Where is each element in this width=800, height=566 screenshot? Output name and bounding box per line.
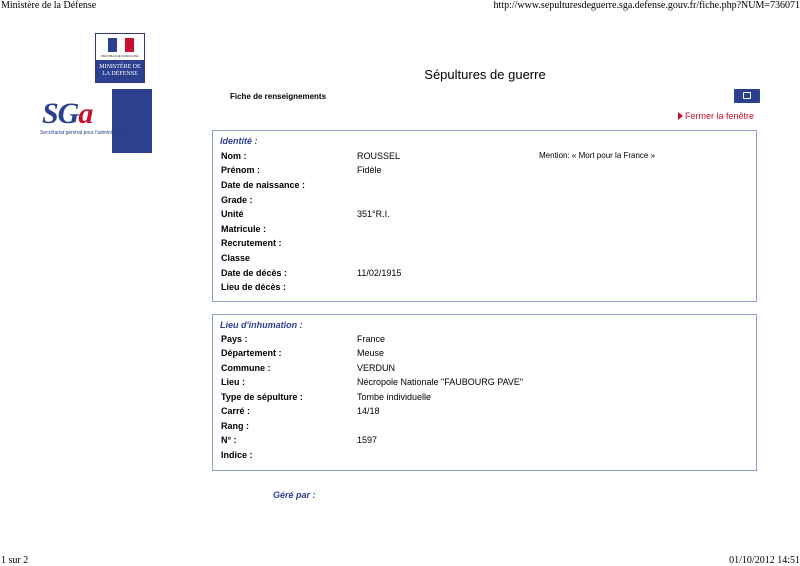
field-label: Lieu de décès : (221, 282, 287, 292)
close-window-link[interactable] (678, 111, 754, 121)
gere-par-label: Géré par : (273, 490, 316, 500)
field-value: France (357, 334, 386, 344)
flag-icon (108, 38, 134, 52)
header-url: http://www.sepulturesdeguerre.sga.defense.gouv.fr/fiche.php?NUM=736071 (493, 0, 800, 11)
field-value: 14/18 (357, 406, 380, 416)
inhumation-title: Lieu d'inhumation : (220, 320, 303, 330)
field-label: Lieu : (221, 377, 245, 387)
field-label: Rang : (221, 421, 249, 431)
arrow-right-icon (678, 112, 683, 120)
field-value: 1597 (357, 435, 378, 445)
field-label: Prénom : (221, 165, 261, 175)
sga-logo-bar (112, 89, 152, 153)
print-icon[interactable] (734, 89, 760, 103)
footer-datetime: 01/10/2012 14:51 (729, 555, 800, 566)
field-label: Date de naissance : (221, 180, 306, 190)
close-window-label: Fermer la fenêtre (685, 111, 755, 121)
sga-logo (40, 89, 152, 153)
republique-label: RÉPUBLIQUE FRANÇAISE (101, 54, 139, 58)
header-site-name: Ministère de la Défense (1, 0, 97, 11)
field-label: Nom : (221, 151, 247, 161)
field-label: Classe (221, 253, 251, 263)
field-value: 351°R.I. (357, 209, 390, 219)
field-value: Meuse (357, 348, 385, 358)
field-label: Unité (221, 209, 244, 219)
page-title: Sépultures de guerre (424, 67, 546, 82)
field-value: ROUSSEL (357, 151, 401, 161)
field-label: Recrutement : (221, 238, 282, 248)
field-value: 11/02/1915 (357, 268, 402, 278)
field-label: N° : (221, 435, 237, 445)
field-label: Type de sépulture : (221, 392, 303, 402)
mention-text: Mention: « Mort pour la France » (539, 151, 656, 160)
field-label: Commune : (221, 363, 271, 373)
field-label: Pays : (221, 334, 248, 344)
field-label: Indice : (221, 450, 253, 460)
footer-page-count: 1 sur 2 (1, 555, 29, 566)
field-label: Carré : (221, 406, 251, 416)
field-label: Date de décès : (221, 268, 288, 278)
sga-logo-text: SGa (42, 97, 93, 130)
inhumation-panel (212, 314, 757, 471)
identite-title: Identité : (220, 136, 258, 146)
page-subtitle: Fiche de renseignements (230, 92, 327, 101)
field-label: Matricule : (221, 224, 267, 234)
ministere-label: MINISTÈRE DE LA DÉFENSE (96, 60, 144, 82)
field-value: Tombe individuelle (357, 392, 432, 402)
field-value: Fidèle (357, 165, 382, 175)
field-label: Grade : (221, 195, 253, 205)
identite-panel (212, 130, 757, 302)
field-value: VERDUN (357, 363, 396, 373)
field-value: Nécropole Nationale "FAUBOURG PAVE" (357, 377, 524, 387)
sga-tagline: Secrétariat général pour l'administration (40, 130, 129, 136)
field-label: Département : (221, 348, 282, 358)
